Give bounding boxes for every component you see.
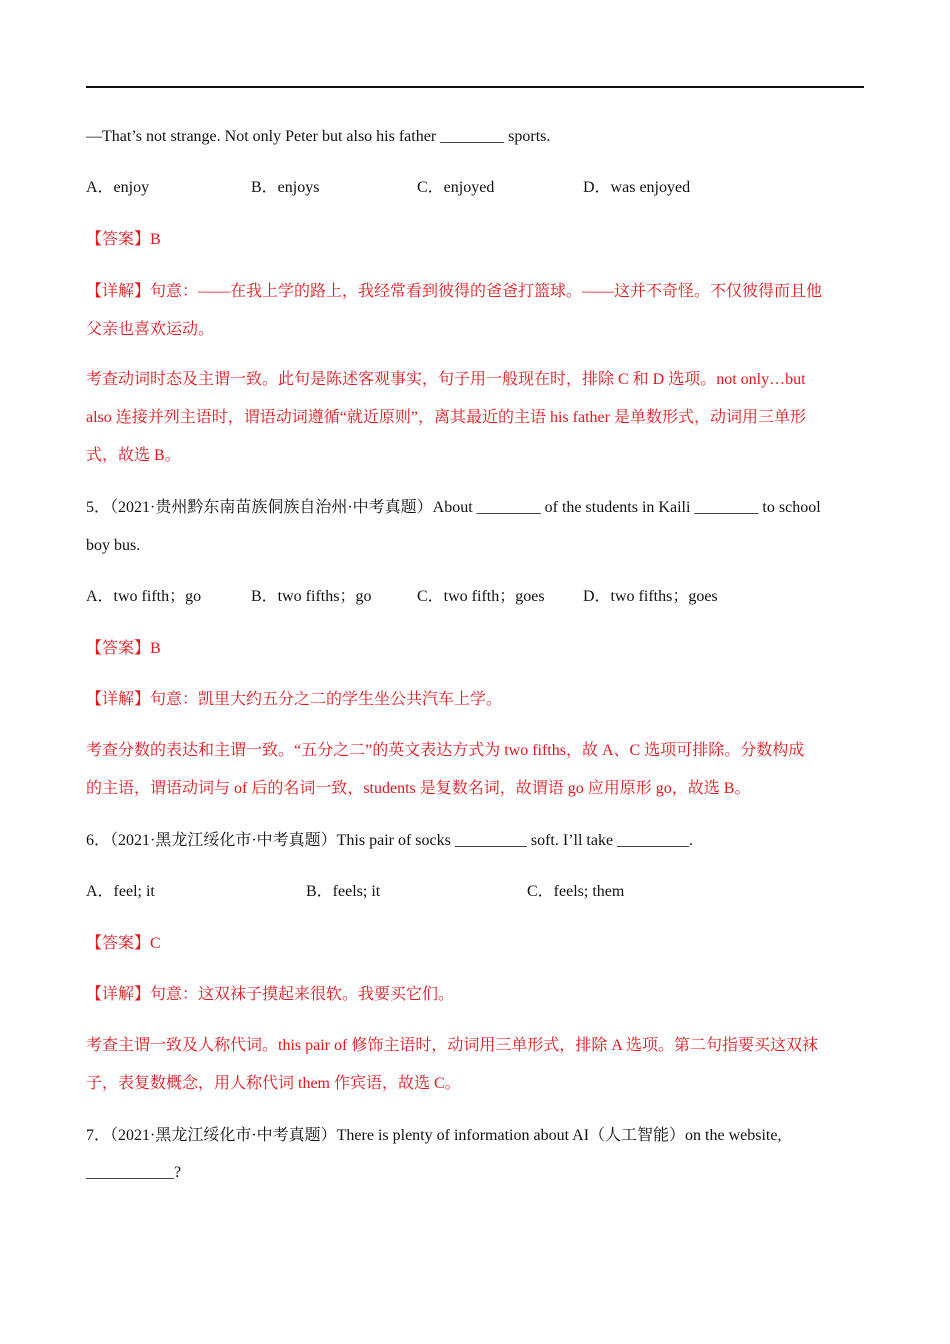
q5-stem-line-1: 5．（2021·贵州黔东南苗族侗族自治州·中考真题）About ________ of the students in Kaili ________ to school: [86, 499, 821, 516]
q4-option-c: C．enjoyed: [417, 179, 495, 196]
q5-analysis-line-2: 的主语，谓语动词与 of 后的名词一致，students 是复数名词，故谓语 go 应用原形 go，故选 B。: [86, 780, 751, 797]
q4-analysis-line-2: also 连接并列主语时，谓语动词遵循“就近原则”，离其最近的主语 his father 是单数形式，动词用三单形: [86, 409, 806, 426]
q5-option-a: A．two fifth；go: [86, 588, 202, 605]
q6-analysis-line-2: 子，表复数概念，用人称代词 them 作宾语，故选 C。: [86, 1075, 461, 1092]
q5-detail-line-1: 【详解】句意：凯里大约五分之二的学生坐公共汽车上学。: [86, 691, 503, 708]
q7-stem-line-1: 7．（2021·黑龙江绥化市·中考真题）There is plenty of information about AI（人工智能）on the website,: [86, 1127, 782, 1144]
q5-option-c: C．two fifth；goes: [417, 588, 545, 605]
q5-answer: 【答案】B: [86, 640, 161, 657]
q4-dialog-line: —That’s not strange. Not only Peter but also his father ________ sports.: [86, 128, 551, 145]
q6-detail-line-1: 【详解】句意：这双袜子摸起来很软。我要买它们。: [86, 986, 455, 1003]
q5-analysis-line-1: 考查分数的表达和主谓一致。“五分之二”的英文表达方式为 two fifths，故 A、C 选项可排除。分数构成: [86, 742, 805, 759]
q4-answer: 【答案】B: [86, 231, 161, 248]
q6-option-a: A．feel; it: [86, 883, 155, 900]
q5-option-b: B．two fifths；go: [251, 588, 372, 605]
q4-option-b: B．enjoys: [251, 179, 320, 196]
q6-answer: 【答案】C: [86, 935, 161, 952]
q4-option-a: A．enjoy: [86, 179, 150, 196]
q4-detail-line-1: 【详解】句意：——在我上学的路上，我经常看到彼得的爸爸打篮球。——这并不奇怪。不仅彼得而且他: [86, 283, 823, 300]
q4-analysis-line-1: 考查动词时态及主谓一致。此句是陈述客观事实，句子用一般现在时，排除 C 和 D 选项。not only…but: [86, 371, 806, 388]
q5-option-d: D．two fifths；goes: [583, 588, 718, 605]
q6-option-c: C．feels; them: [527, 883, 625, 900]
q6-stem-line-1: 6．（2021·黑龙江绥化市·中考真题）This pair of socks _________ soft. I’ll take _________.: [86, 832, 694, 849]
q6-analysis-line-1: 考查主谓一致及人称代词。this pair of 修饰主语时，动词用三单形式，排除 A 选项。第二句指要买这双袜: [86, 1037, 818, 1054]
header-rule: [86, 86, 864, 88]
q4-option-d: D．was enjoyed: [583, 179, 691, 196]
q6-option-b: B．feels; it: [306, 883, 381, 900]
q4-detail-line-2: 父亲也喜欢运动。: [86, 321, 215, 338]
q4-analysis-line-3: 式，故选 B。: [86, 447, 181, 464]
q5-stem-line-2: boy bus.: [86, 537, 141, 554]
q7-stem-line-2: ___________?: [86, 1164, 182, 1181]
